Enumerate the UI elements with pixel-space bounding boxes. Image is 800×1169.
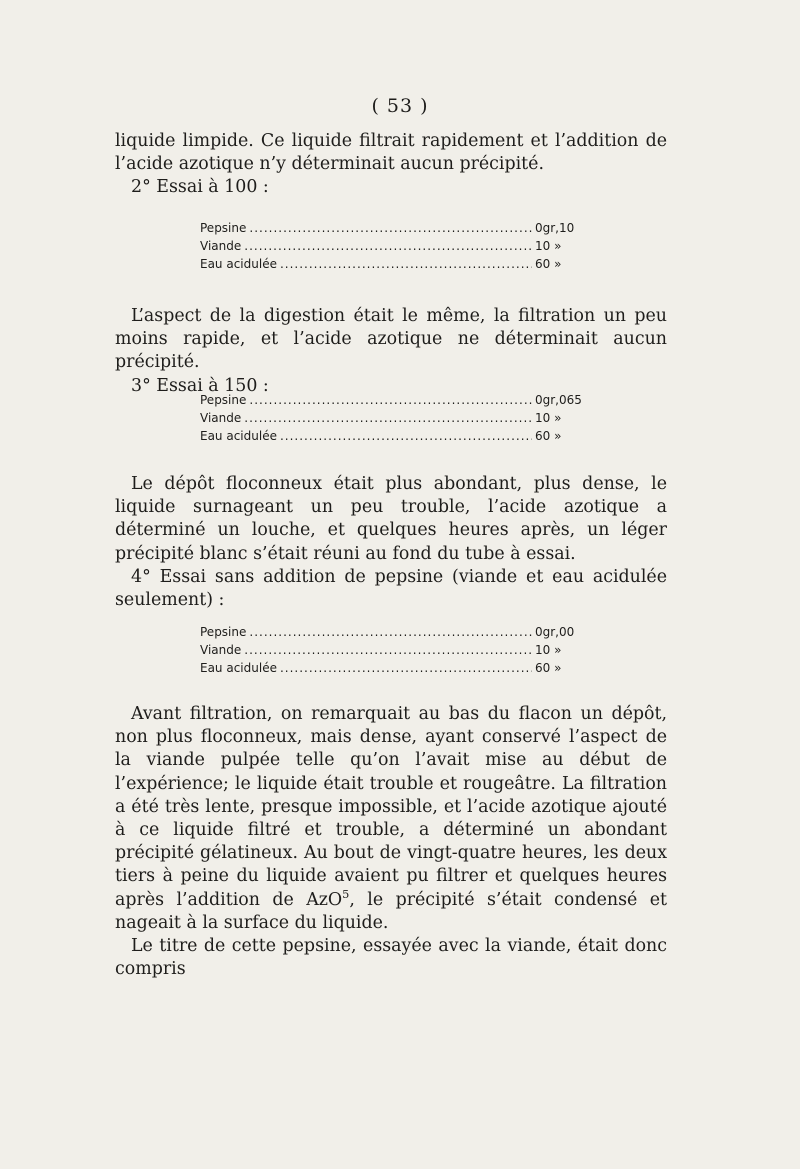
paragraph-5: Le titre de cette pepsine, essayée avec la viande, était donc compris xyxy=(115,936,667,980)
ingredient-name: Viande xyxy=(200,239,242,253)
heading-essai-3: 3° Essai à 150 : xyxy=(131,375,269,396)
ingredient-quantity: 0gr,10 xyxy=(535,221,575,235)
ingredient-name: Viande xyxy=(200,411,242,425)
recipe-row xyxy=(200,219,595,237)
ingredient-name: Pepsine xyxy=(200,221,247,235)
paragraph-4 xyxy=(115,703,667,935)
text-block-4 xyxy=(115,703,667,981)
leader-dots xyxy=(280,427,532,445)
recipe-row xyxy=(200,659,595,677)
leader-dots xyxy=(249,623,532,641)
heading-essai-4: 4° Essai sans addition de pepsine (viande et eau acidulée seulement) : xyxy=(115,566,667,611)
ingredient-quantity: 10 » xyxy=(535,643,562,657)
ingredient-quantity: 0gr,065 xyxy=(535,393,582,407)
recipe-row xyxy=(200,237,595,255)
recipe-row xyxy=(200,427,595,445)
text-block-2 xyxy=(115,305,667,398)
ingredient-quantity: 10 » xyxy=(535,239,562,253)
ingredient-quantity: 10 » xyxy=(535,411,562,425)
ingredient-name: Eau acidulée xyxy=(200,429,277,443)
ingredient-name: Eau acidulée xyxy=(200,661,277,675)
leader-dots xyxy=(244,409,532,427)
leader-dots xyxy=(249,391,532,409)
paragraph-2: L’aspect de la digestion était le même, la filtration un peu moins rapide, et l’acide azotique ne déterminait aucun précipité. xyxy=(115,306,667,373)
ingredient-name: Eau acidulée xyxy=(200,257,277,271)
recipe-table-3 xyxy=(200,391,595,445)
recipe-row xyxy=(200,623,595,641)
ingredient-name: Pepsine xyxy=(200,393,247,407)
paragraph-4-end: , le précipité s’était condensé et nageait à la surface du liquide. xyxy=(115,889,667,933)
paragraph-1: liquide limpide. Ce liquide filtrait rapidement et l’addition de l’acide azotique n’y déterminait aucun précipité. xyxy=(115,131,667,175)
paragraph-4-text: Avant filtration, on remarquait au bas du flacon un dépôt, non plus floconneux, mais dense, ayant conservé l’aspect de la viande pulpée telle qu’on l’avait mise au début de l’expérience; le liquide était trouble et rougeâtre. La filtration a été très lente, presque impossible, et l’acide azotique ajouté à ce liquide filtré et trouble, a déterminé un abondant précipité gélatineux. Au bout de vingt-quatre heures, les deux tiers à peine du liquide avaient pu filtrer et quelques heures après l’addition de AzO xyxy=(115,704,667,910)
ingredient-quantity: 60 » xyxy=(535,661,562,675)
ingredient-quantity: 60 » xyxy=(535,257,562,271)
recipe-row xyxy=(200,641,595,659)
heading-essai-2: 2° Essai à 100 : xyxy=(131,177,269,198)
text-block-3 xyxy=(115,473,667,612)
recipe-table-2 xyxy=(200,219,595,273)
leader-dots xyxy=(244,237,532,255)
superscript: 5 xyxy=(342,887,350,901)
ingredient-name: Pepsine xyxy=(200,625,247,639)
text-block-1 xyxy=(115,130,667,200)
recipe-row xyxy=(200,409,595,427)
recipe-table-4 xyxy=(200,623,595,677)
leader-dots xyxy=(280,659,532,677)
ingredient-quantity: 60 » xyxy=(535,429,562,443)
recipe-row xyxy=(200,391,595,409)
ingredient-name: Viande xyxy=(200,643,242,657)
leader-dots xyxy=(249,219,532,237)
page-number: ( 53 ) xyxy=(371,95,429,117)
leader-dots xyxy=(244,641,532,659)
recipe-row xyxy=(200,255,595,273)
paragraph-3: Le dépôt floconneux était plus abondant, plus dense, le liquide surnageant un peu trouble, l’acide azotique a déterminé un louche, et quelques heures après, un léger précipité blanc s’était réuni au fond du tube à essai. xyxy=(115,474,667,564)
ingredient-quantity: 0gr,00 xyxy=(535,625,575,639)
leader-dots xyxy=(280,255,532,273)
